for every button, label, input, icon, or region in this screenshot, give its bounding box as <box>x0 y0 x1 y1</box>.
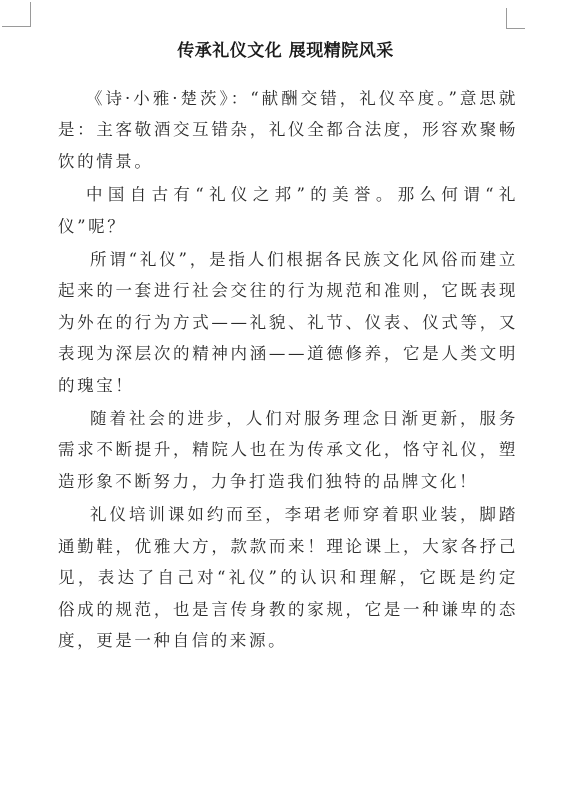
crop-mark-top-right <box>506 8 525 29</box>
crop-mark-top-left <box>2 2 31 27</box>
paragraph-4: 随着社会的进步，人们对服务理念日渐更新，服务需求不断提升，精院人也在为传承文化，恪守礼仪，塑造形象不断努力，力争打造我们独特的品牌文化！ <box>58 409 518 491</box>
paragraph-3: 所谓“礼仪”，是指人们根据各民族文化风俗而建立起来的一套进行社会交往的行为规范和准则，它既表现为外在的行为方式——礼貌、礼节、仪表、仪式等，又表现为深层次的精神内涵——道德修养，它是人类文明的瑰宝！ <box>58 250 518 395</box>
paragraph-2: 中国自古有“礼仪之邦”的美誉。那么何谓“礼仪”呢？ <box>58 185 518 236</box>
paragraph-1: 《诗·小雅·楚茨》：“献酬交错，礼仪卒度。”意思就是：主客敬酒交互错杂，礼仪全都合法度，形容欢聚畅饮的情景。 <box>58 89 518 171</box>
document-title: 传承礼仪文化 展现精院风采 <box>177 41 394 61</box>
paragraph-5: 礼仪培训课如约而至，李珺老师穿着职业装，脚踏通勤鞋，优雅大方，款款而来！理论课上，大家各抒己见，表达了自己对“礼仪”的认识和理解，它既是约定俗成的规范，也是言传身教的家规，它是一种谦卑的态度，更是一种自信的来源。 <box>58 505 518 650</box>
document-body <box>58 83 518 658</box>
